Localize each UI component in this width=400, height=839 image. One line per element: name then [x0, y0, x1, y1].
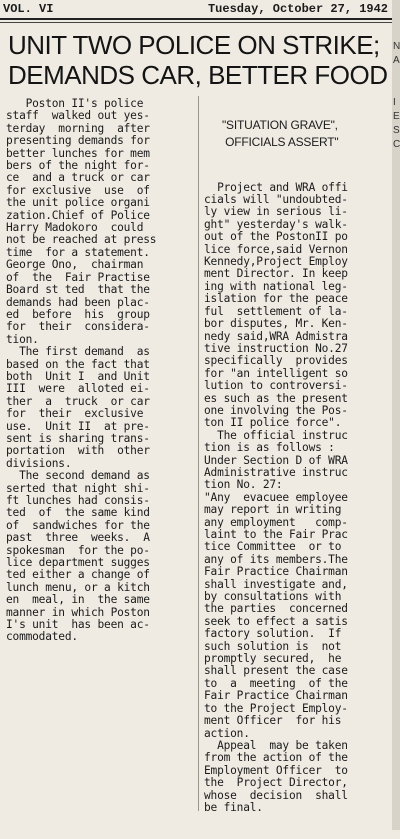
article-right-column	[204, 92, 394, 839]
volume-label: VOL. VI	[3, 2, 54, 16]
column-subhead: "SITUATION GRAVE", OFFICIALS ASSERT"	[222, 117, 339, 149]
masthead-rule	[0, 22, 392, 23]
right-column-body: Project and WRA offi cials will "undoubted- ly view in serious li- ght" yesterday's walk- out of the PostonII po lice force,said Vernon Kennedy,Project Employ ment Director. In keep ing with national leg- islation for the peace ful settlement of la- bor disputes, Mr. Ken- nedy said,WRA Admistra tive instruction No.27 specifically provides for "an intelligent so lution to controversi- es such as the present one involving the Pos- ton II police force". The official instruc tion is as follows : Under Section D of WRA Administrative instruc tion No. 27: "Any evacuee employee may report in writing any employment comp- laint to the Fair Prac tice Committee or to any of its members.The Fair Practice Chairman shall investigate and, by consultations with the parties concerned seek to effect a satis factory solution. If such solution is not promptly secured, he shall present the case to a meeting of the Fair Practice Chairman to the Project Employ- ment Officer for his action. Appeal may be taken from the action of the Employment Officer to the Project Director, whose decision shall be final.	[204, 180, 348, 814]
column-divider	[198, 96, 199, 811]
article-left-column: Poston II's police staff walked out yes- terday morning after presenting demands for better lunches for mem bers of the night for- ce and a truck or car for exclusive use of the unit police organi zation.Chief of Police Harry Madokoro could not be reached at press time for a statement. George Ono, chairman of the Fair Practise Board st ted that the demands had been plac- ed before his group for their considera- tion. The first demand as based on the fact that both Unit I and Unit III were alloted ei- ther a truck or car for their exclusive use. Unit II at pre- sent is sharing trans- portation with other divisions. The second demand as serted that night shi- ft lunches had consis- ted of the same kind of sandwiches for the past three weeks. A spokesman for the po- lice department sugges ted either a change of lunch menu, or a kitch en meal, in the same manner in which Poston I's unit has been ac- commodated.	[6, 97, 157, 644]
headline	[8, 30, 388, 90]
edge-text-fragments: N A I E S C	[393, 41, 400, 150]
issue-date: Tuesday, October 27, 1942	[207, 2, 388, 16]
headline-line-1: UNIT TWO POLICE ON STRIKE;	[8, 30, 380, 60]
masthead	[0, 0, 392, 20]
headline-line-2: DEMANDS CAR, BETTER FOOD	[8, 60, 388, 90]
